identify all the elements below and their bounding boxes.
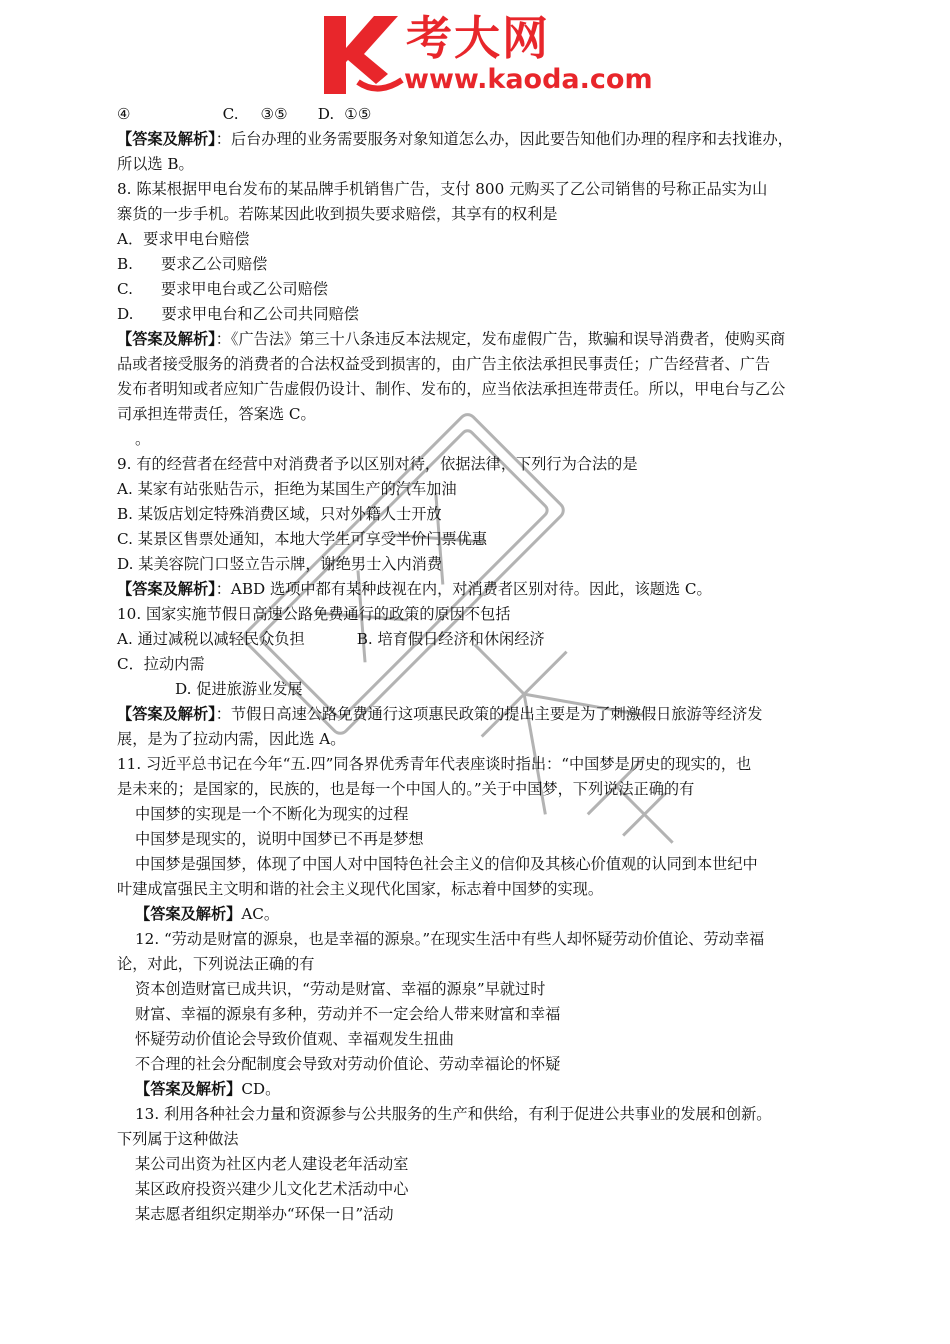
option-label: C. [222, 105, 239, 123]
option-b [117, 252, 837, 277]
q7-options-tail [117, 102, 837, 127]
answer-line: 展，是为了拉动内需，因此选 A。 [117, 730, 346, 748]
option-a: A．要求甲电台赔偿 [117, 230, 250, 248]
answer-tag: 【答案及解析】 [117, 330, 216, 348]
option-c [117, 277, 837, 302]
option-text: 要求甲电台和乙公司共同赔偿 [161, 305, 359, 323]
answer-text: ：后台办理的业务需要服务对象知道怎么办，因此要告知他们办理的程序和去找谁办， [215, 130, 793, 148]
option-c: C. 某景区售票处通知，本地大学生可享受半价门票优惠 [117, 530, 488, 548]
question-line: 寨货的一步手机。若陈某因此收到损失要求赔偿，其享有的权利是 [117, 205, 558, 223]
statement-line: 中国梦的实现是一个不断化为现实的过程 [135, 805, 409, 823]
statement-line: 中国梦是现实的，说明中国梦已不再是梦想 [135, 830, 424, 848]
statement-line: 不合理的社会分配制度会导致对劳动价值论、劳动幸福论的怀疑 [135, 1055, 561, 1073]
answer-line: 司承担连带责任，答案选 C。 [117, 405, 316, 423]
question-10: 10. 国家实施节假日高速公路免费通行的政策的原因不包括 [117, 605, 511, 623]
answer-line: 所以选 B。 [117, 155, 194, 173]
option-a: A. 通过减税以减轻民众负担 [117, 630, 305, 648]
option-a: A. 某家有站张贴告示，拒绝为某国生产的汽车加油 [117, 480, 457, 498]
question-line: 下列属于这种做法 [117, 1130, 239, 1148]
statement-line: 叶建成富强民主文明和谐的社会主义现代化国家，标志着中国梦的实现。 [117, 880, 603, 898]
answer-line [117, 127, 837, 152]
question-11: 11. 习近平总书记在今年“五.四”同各界优秀青年代表座谈时指出：“中国梦是历史的现实的，也 [117, 755, 752, 773]
option-text: 要求乙公司赔偿 [161, 255, 268, 273]
question-13: 13. 利用各种社会力量和资源参与公共服务的生产和供给，有利于促进公共事业的发展和创新。 [135, 1105, 772, 1123]
option-b: B. 培育假日经济和休闲经济 [356, 630, 545, 648]
question-8: 8. 陈某根据甲电台发布的某品牌手机销售广告，支付 800 元购买了乙公司销售的号称正品实为山 [117, 180, 768, 198]
statement-line: 某区政府投资兴建少儿文化艺术活动中心 [135, 1180, 409, 1198]
option-d: D. 某美容院门口竖立告示牌，谢绝男士入内消费 [117, 555, 443, 573]
option-text: ①⑤ [344, 105, 372, 123]
question-9: 9. 有的经营者在经营中对消费者予以区别对待，依据法律，下列行为合法的是 [117, 455, 638, 473]
option-label: D. [317, 105, 335, 123]
answer-text: ：《广告法》第三十八条违反本法规定，发布虚假广告，欺骗和误导消费者，使购买商 [215, 330, 786, 348]
answer-line [117, 1077, 837, 1102]
answer-text: ：节假日高速公路免费通行这项惠民政策的提出主要是为了刺激假日旅游等经济发 [215, 705, 763, 723]
statement-line: 怀疑劳动价值论会导致价值观、幸福观发生扭曲 [135, 1030, 454, 1048]
statement-line: 资本创造财富已成共识，“劳动是财富、幸福的源泉”早就过时 [135, 980, 546, 998]
answer-tag: 【答案及解析】 [135, 905, 242, 923]
answer-tag: 【答案及解析】 [135, 1080, 242, 1098]
option-text: ③⑤ [260, 105, 288, 123]
statement-line: 中国梦是强国梦，体现了中国人对中国特色社会主义的信仰及其核心价值观的认同到本世纪中 [135, 855, 758, 873]
answer-tag: 【答案及解析】 [117, 580, 216, 598]
option-d: D. 促进旅游业发展 [175, 680, 303, 698]
answer-line [117, 577, 837, 602]
option-label: B. [117, 255, 133, 273]
question-line: 是未来的；是国家的，民族的，也是每一个中国人的。”关于中国梦，下列说法正确的有 [117, 780, 695, 798]
option-b: B. 某饭店划定特殊消费区域，只对外籍人士开放 [117, 505, 442, 523]
answer-tag: 【答案及解析】 [117, 705, 216, 723]
answer-line: 品或者接受服务的消费者的合法权益受到损害的，由广告主依法承担民事责任；广告经营者、广告 [117, 355, 771, 373]
statement-line: 财富、幸福的源泉有多种，劳动并不一定会给人带来财富和幸福 [135, 1005, 561, 1023]
question-12: 12. “劳动是财富的源泉，也是幸福的源泉。”在现实生活中有些人却怀疑劳动价值论、劳动幸福 [135, 930, 765, 948]
kaoda-logo [318, 11, 653, 98]
answer-text: ：ABD 选项中都有某种歧视在内，对消费者区别对待。因此，该题选 C。 [215, 580, 712, 598]
answer-tag: 【答案及解析】 [117, 130, 216, 148]
answer-line: 发布者明知或者应知广告虚假仍设计、制作、发布的，应当依法承担连带责任。所以，甲电台与乙公 [117, 380, 786, 398]
answer-text: CD。 [241, 1080, 281, 1098]
option-text: ④ [117, 105, 131, 123]
answer-line [117, 327, 837, 352]
answer-text: AC。 [241, 905, 280, 923]
kaoda-k-logo-icon [318, 12, 404, 98]
statement-line: 某公司出资为社区内老人建设老年活动室 [135, 1155, 409, 1173]
logo-chinese-name: 考大网 [406, 11, 550, 65]
option-d [117, 302, 837, 327]
option-ab [117, 627, 837, 652]
option-c: C．拉动内需 [117, 655, 205, 673]
statement-line: 某志愿者组织定期举办“环保一日”活动 [135, 1205, 394, 1223]
option-label: C. [117, 280, 133, 298]
stray-mark: 。 [135, 430, 151, 448]
option-text: 要求甲电台或乙公司赔偿 [160, 280, 328, 298]
question-line: 论，对此，下列说法正确的有 [117, 955, 315, 973]
answer-line [117, 902, 837, 927]
option-label: D. [117, 305, 134, 323]
logo-url: www.kaoda.com [404, 64, 653, 95]
answer-line [117, 702, 837, 727]
document-body [117, 102, 837, 1227]
